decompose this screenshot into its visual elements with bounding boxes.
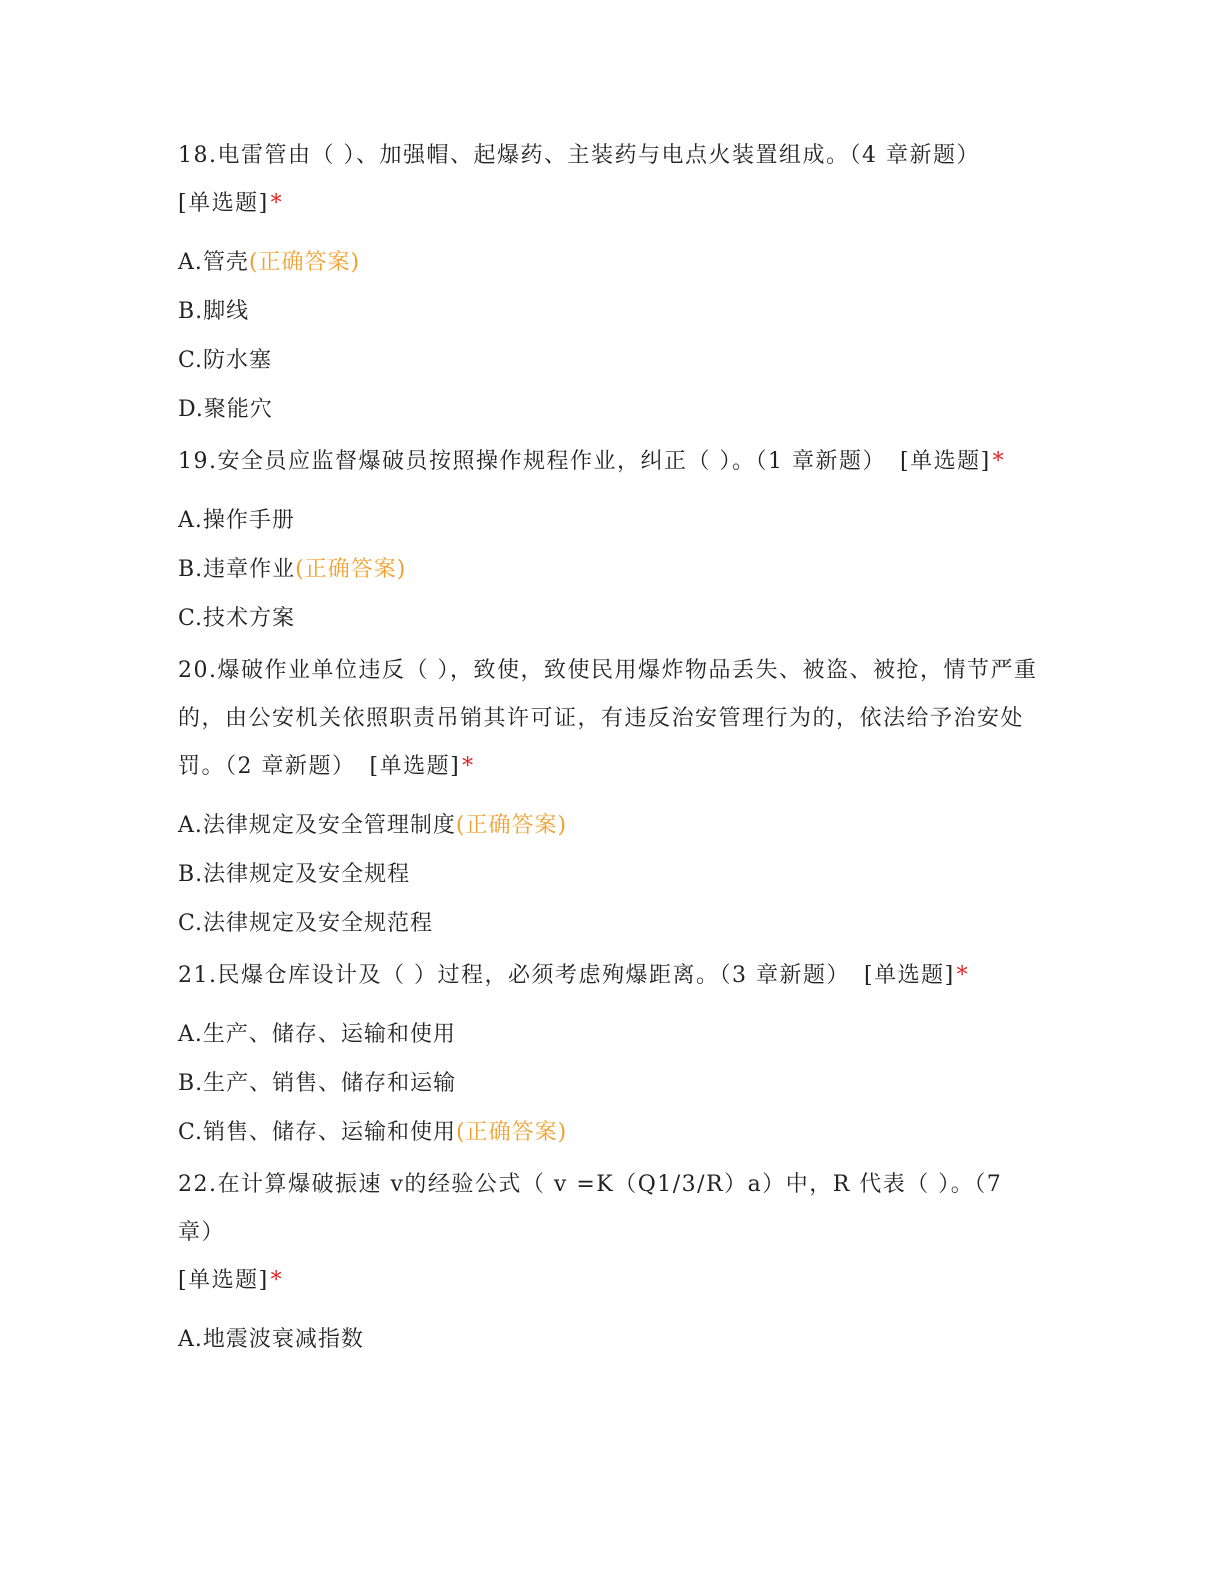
option-text: C.法律规定及安全规范程 [178, 911, 434, 936]
correct-answer-tag: (正确答案) [295, 557, 407, 582]
option-c[interactable] [178, 910, 1048, 938]
question-stem [178, 1161, 1048, 1305]
option-text: A.操作手册 [178, 508, 295, 533]
question-block [178, 438, 1048, 633]
option-text: A.地震波衰减指数 [178, 1327, 364, 1352]
required-mark: * [956, 963, 970, 988]
required-mark: * [992, 449, 1006, 474]
option-c[interactable] [178, 347, 1048, 375]
question-text: 20.爆破作业单位违反（ ），致使，致使民用爆炸物品丢失、被盗、被抢，情节严重的，由公安机关依照职责吊销其许可证，有违反治安管理行为的，依法给予治安处罚。（2 章新题） [178, 658, 1038, 779]
option-text: C.防水塞 [178, 348, 273, 373]
question-stem [178, 647, 1048, 791]
correct-answer-tag: (正确答案) [248, 250, 361, 275]
question-list [178, 132, 1048, 1376]
question-text: 21.民爆仓库设计及（ ）过程，必须考虑殉爆距离。（3 章新题） [178, 963, 850, 988]
option-text: A.法律规定及安全管理制度 [178, 813, 456, 838]
question-block [178, 132, 1048, 424]
correct-answer-tag: (正确答案) [456, 1120, 568, 1145]
option-text: A.生产、储存、运输和使用 [178, 1022, 456, 1047]
question-text: 18.电雷管由（ ）、加强帽、起爆药、主装药与电点火装置组成。（4 章新题） [178, 143, 980, 168]
option-text: B.生产、销售、储存和运输 [178, 1071, 457, 1096]
option-text: A.管壳 [178, 250, 249, 275]
option-c[interactable] [178, 1119, 1048, 1147]
option-a[interactable] [178, 1021, 1048, 1049]
option-text: B.脚线 [178, 299, 250, 324]
question-block [178, 1161, 1048, 1354]
question-type: [单选题] [863, 963, 955, 988]
required-mark: * [270, 1268, 284, 1293]
question-block [178, 647, 1048, 938]
option-b[interactable] [178, 1070, 1048, 1098]
option-b[interactable] [178, 556, 1048, 584]
option-text: C.销售、储存、运输和使用 [178, 1120, 457, 1145]
required-mark: * [270, 191, 284, 216]
question-stem [178, 438, 1048, 486]
option-text: B.法律规定及安全规程 [178, 862, 411, 887]
option-c[interactable] [178, 605, 1048, 633]
question-type: [单选题] [369, 754, 461, 779]
required-mark: * [462, 754, 475, 779]
option-b[interactable] [178, 861, 1048, 889]
question-text: 19.安全员应监督爆破员按照操作规程作业，纠正（ ）。（1 章新题） [178, 449, 886, 474]
option-a[interactable] [178, 812, 1048, 840]
option-b[interactable] [178, 298, 1048, 326]
question-stem [178, 952, 1048, 1000]
option-text: C.技术方案 [178, 606, 296, 631]
question-block [178, 952, 1048, 1147]
question-type: [单选题] [178, 191, 269, 216]
question-type: [单选题] [178, 1268, 269, 1293]
question-type: [单选题] [899, 449, 991, 474]
option-a[interactable] [178, 1326, 1048, 1354]
option-d[interactable] [178, 396, 1048, 424]
option-text: B.违章作业 [178, 557, 296, 582]
option-a[interactable] [178, 507, 1048, 535]
option-a[interactable] [178, 249, 1048, 277]
question-text: 22.在计算爆破振速 v的经验公式（ v =K（Q1/3/R）a）中，R 代表（ ）。（7 章） [178, 1172, 1003, 1245]
correct-answer-tag: (正确答案) [455, 813, 568, 838]
option-text: D.聚能穴 [178, 397, 273, 422]
question-stem [178, 132, 1048, 228]
